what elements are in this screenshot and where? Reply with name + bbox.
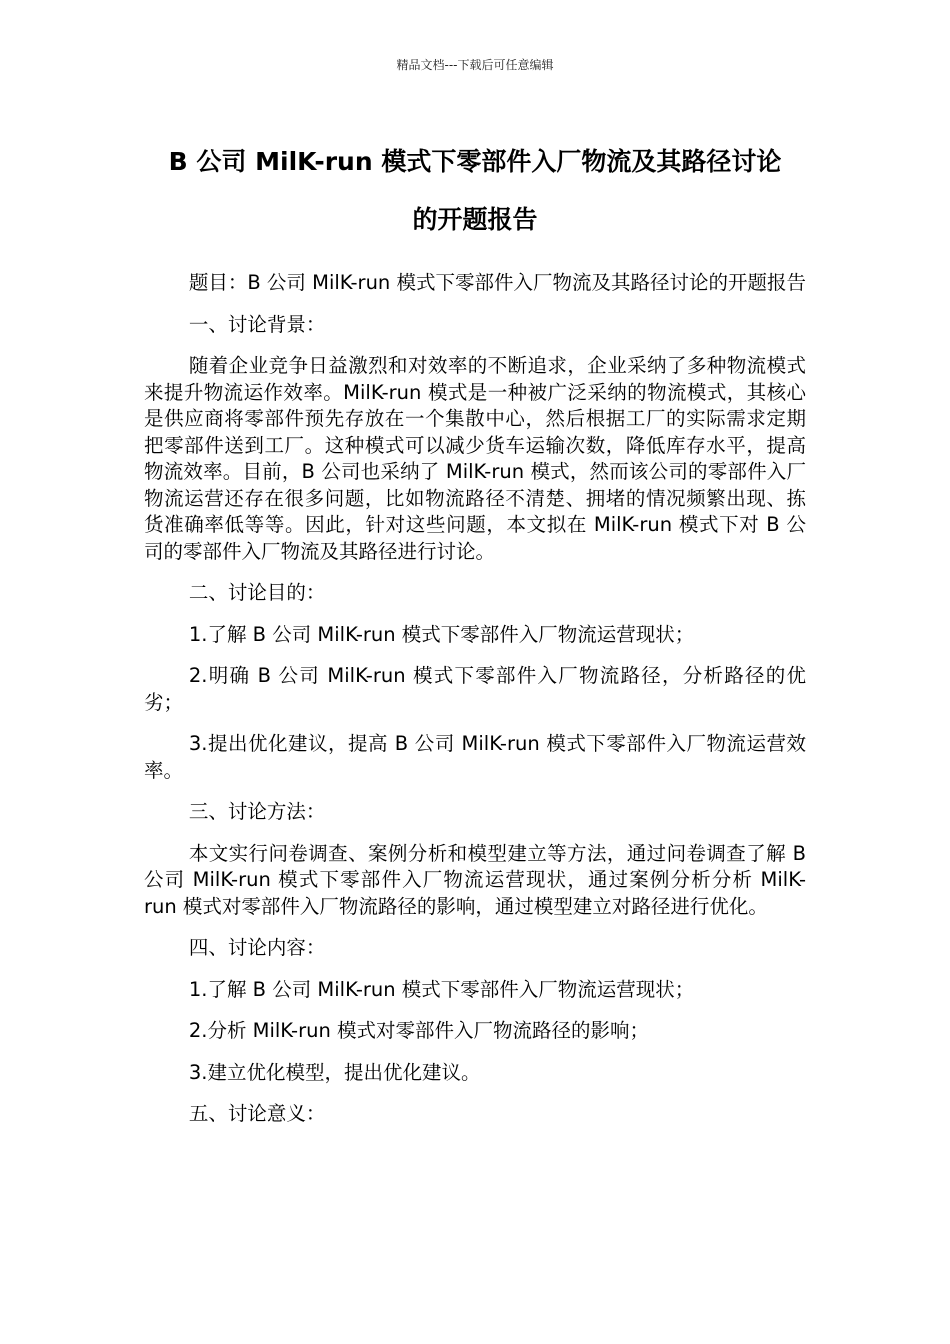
section-heading-content: 四、讨论内容：: [188, 936, 326, 959]
section-heading-background: 一、讨论背景：: [188, 312, 326, 336]
document-body: [144, 270, 806, 1143]
paragraph-topic: 题目：B 公司 MilK-run 模式下零部件入厂物流及其路径讨论的开题报告: [188, 271, 806, 294]
title-line-1: B 公司 MilK-run 模式下零部件入厂物流及其路径讨论: [168, 147, 782, 176]
section-heading-purpose: 二、讨论目的：: [188, 581, 326, 604]
content-item-2: 2.分析 MilK-run 模式对零部件入厂物流路径的影响；: [188, 1019, 650, 1042]
document-title: [143, 133, 807, 249]
section-heading-significance: 五、讨论意义：: [188, 1102, 326, 1125]
paragraph-background: 随着企业竞争日益激烈和对效率的不断追求，企业采纳了多种物流模式来提升物流运作效率。MilK-run 模式是一种被广泛采纳的物流模式，其核心是供应商将零部件预先存放在一个集散中心，然后根据工厂的实际需求定期把零部件送到工厂。这种模式可以减少货车运输次数，降低库存水平，提高物流效率。目前，B 公司也采纳了 MilK-run 模式，然而该公司的零部件入厂物流运营还存在很多问题，比如物流路径不清楚、拥堵的情况频繁出现、拣货准确率低等等。因此，针对这些问题，本文拟在 MilK-run 模式下对 B 公司的零部件入厂物流及其路径进行讨论。: [144, 354, 806, 563]
section-heading-method: 三、讨论方法：: [188, 800, 326, 823]
content-item-1: 1.了解 B 公司 MilK-run 模式下零部件入厂物流运营现状；: [188, 977, 695, 1001]
paragraph-method: 本文实行问卷调查、案例分析和模型建立等方法，通过问卷调查了解 B 公司 MilK-run 模式下零部件入厂物流运营现状，通过案例分析分析 MilK-run 模式对零部件入厂物流路径的影响，通过模型建立对路径进行优化。: [144, 841, 806, 918]
content-item-3: 3.建立优化模型，提出优化建议。: [188, 1060, 481, 1084]
title-line-2: 的开题报告: [412, 205, 538, 234]
purpose-item-3: 3.提出优化建议，提高 B 公司 MilK-run 模式下零部件入厂物流运营效率。: [144, 732, 806, 782]
purpose-item-1: 1.了解 B 公司 MilK-run 模式下零部件入厂物流运营现状；: [188, 622, 695, 646]
header-note: 精品文档---下载后可任意编辑: [396, 58, 554, 72]
purpose-item-2: 2.明确 B 公司 MilK-run 模式下零部件入厂物流路径，分析路径的优劣；: [144, 664, 806, 714]
